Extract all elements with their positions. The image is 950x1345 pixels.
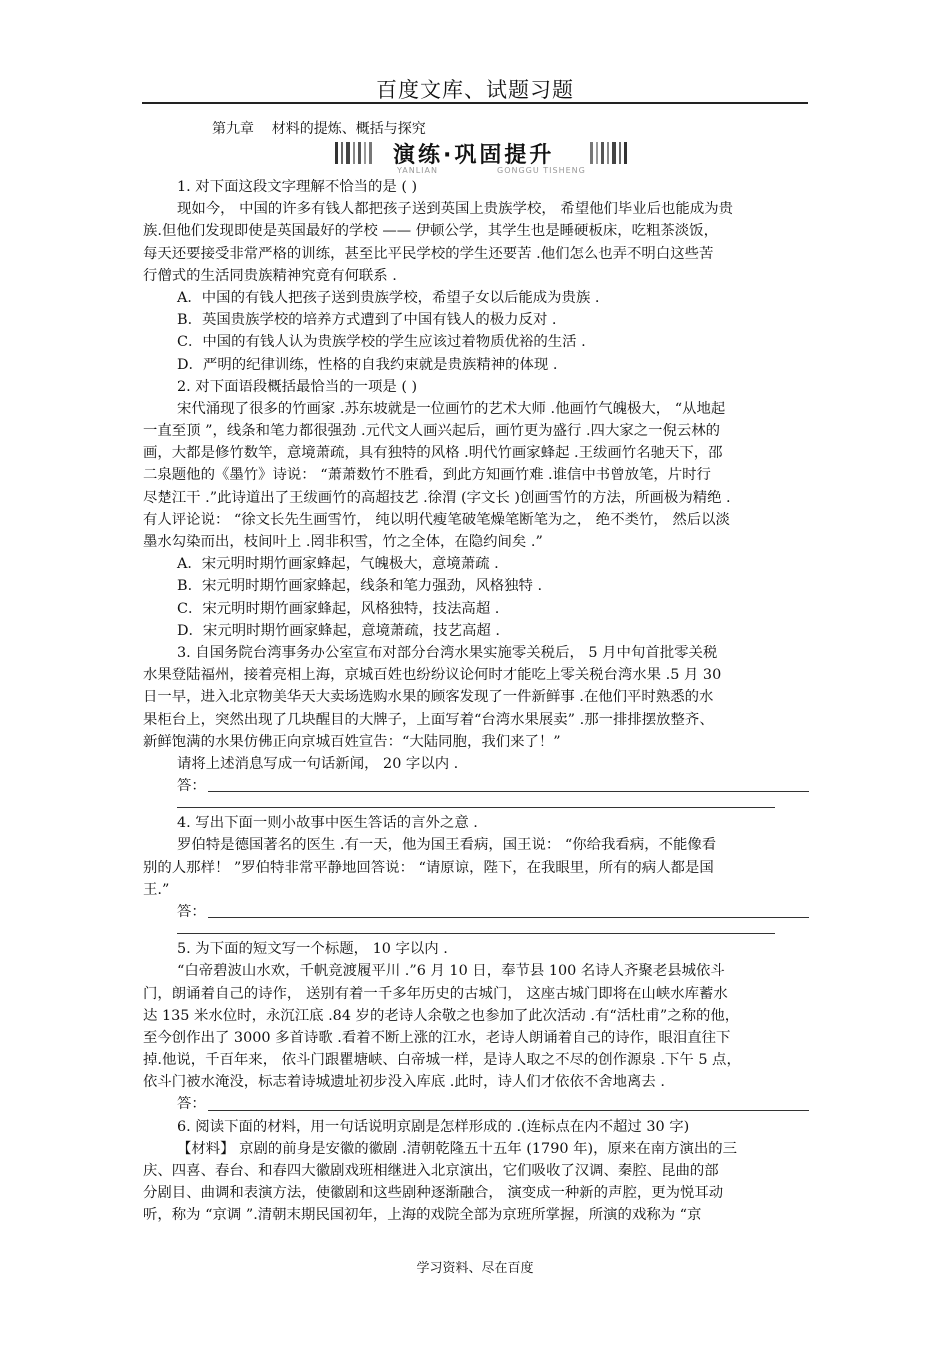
q3-passage-line: 水果登陆福州，接着亮相上海，京城百姓也纷纷议论何时才能吃上零关税台湾水果 .5 月 30 (143, 667, 722, 684)
q2-stem: 2. 对下面语段概括最恰当的一项是 ( ) (177, 378, 418, 395)
page-footer: 学习资料、尽在百度 (416, 1261, 534, 1276)
answer-label: 答： (177, 903, 206, 920)
q1-passage-line: 现如今， 中国的许多有钱人都把孩子送到英国上贵族学校， 希望他们毕业后也能成为贵 (177, 201, 733, 218)
q2-option-d: D．宋元明时期竹画家蜂起，意境萧疏，技艺高超 . (177, 622, 500, 639)
q2-option-b: B．宋元明时期竹画家蜂起，线条和笔力强劲，风格独特 . (177, 578, 543, 595)
q3-passage-line: 3. 自国务院台湾事务办公室宣布对部分台湾水果实施零关税后， 5 月中旬首批零关税 (177, 644, 718, 661)
q6-stem: 6. 阅读下面的材料，用一句话说明京剧是怎样形成的 .(连标点在内不超过 30 字) (177, 1118, 690, 1135)
page-title: 百度文库、试题习题 (376, 78, 574, 102)
q1-stem: 1. 对下面这段文字理解不恰当的是 ( ) (177, 179, 418, 195)
answer-label: 答： (177, 778, 206, 795)
q5-passage-line: “白帝碧波山水欢，千帆竞渡履平川 .”6 月 10 日，奉节县 100 名诗人齐聚老县城依斗 (177, 963, 725, 980)
q6-material-line: 分剧目、曲调和表演方法，使徽剧和这些剧种逐渐融合， 演变成一种新的声腔，更为悦耳动 (143, 1185, 724, 1202)
q2-passage-line: 二泉题他的《墨竹》诗说： “萧萧数竹不胜看，到此方知画竹难 .谁信中书曾放笔，片时行 (143, 467, 711, 484)
q4-passage-line: 别的人那样！ ”罗伯特非常平静地回答说： “请原谅，陛下，在我眼里，所有的病人都是国 (143, 859, 714, 876)
banner-sub-right: GONGGU TISHENG (497, 166, 586, 175)
q6-material-line: 【材料】 京剧的前身是安徽的徽剧 .清朝乾隆五十五年 (1790 年)，原来在南方演出的三 (177, 1140, 738, 1157)
q3-answer-line-2[interactable] (177, 807, 775, 808)
q5-passage-line: 至今创作出了 3000 多首诗歌 .看着不断上涨的江水，老诗人朗诵着自己的诗作，眼泪直往下 (143, 1029, 731, 1046)
document-body (143, 176, 809, 1227)
q4-passage-line: 王.” (143, 881, 170, 898)
banner-sub-left: YANLIAN (397, 166, 438, 175)
q4-answer-line-2[interactable] (177, 933, 775, 934)
title-divider (142, 102, 808, 104)
q6-material-line: 庆、四喜、春台、和春四大徽剧戏班相继进入北京演出，它们吸收了汉调、秦腔、昆曲的部 (143, 1163, 719, 1180)
banner-right-bars (590, 142, 627, 164)
q2-passage-line: 一直至顶 ”，线条和笔力都很强劲 .元代文人画兴起后，画竹更为盛行 .四大家之一倪云林的 (143, 423, 721, 440)
q5-passage-line: 门，朗诵着自己的诗作， 送别有着一千多年历史的古城门， 这座古城门即将在山峡水库蓄水 (143, 985, 728, 1002)
q2-option-c: C．宋元明时期竹画家蜂起，风格独特，技法高超 . (177, 600, 500, 617)
q1-option-a: A．中国的有钱人把孩子送到贵族学校，希望子女以后能成为贵族 . (177, 289, 600, 306)
q5-passage-line: 达 135 米水位时，永沉江底 .84 岁的老诗人余敬之也参加了此次活动 .有“活杜甫”之称的他， (143, 1007, 740, 1024)
q3-passage-line: 果柜台上，突然出现了几块醒目的大牌子，上面写着“台湾水果展卖” .那一排排摆放整齐、 (143, 711, 714, 728)
q2-passage-line: 宋代涌现了很多的竹画家 .苏东坡就是一位画竹的艺术大师 .他画竹气魄极大， “从地起 (177, 400, 726, 417)
q2-passage-line: 画，大都是修竹数竿，意境萧疏，具有独特的风格 .明代竹画家蜂起 .王绂画竹名驰天下，邵 (143, 445, 723, 462)
q1-option-d: D．严明的纪律训练，性格的自我约束就是贵族精神的体现 . (177, 356, 558, 373)
answer-label: 答： (177, 1096, 206, 1113)
q1-option-b: B．英国贵族学校的培养方式遭到了中国有钱人的极力反对 . (177, 312, 557, 329)
q5-stem: 5. 为下面的短文写一个标题， 10 字以内 . (177, 941, 448, 958)
q4-passage-line: 罗伯特是德国著名的医生 .有一天，他为国王看病，国王说： “你给我看病，不能像看 (177, 837, 717, 854)
q1-passage-line: 每天还要接受非常严格的训练，甚至比平民学校的学生还要苦 .他们怎么也弄不明白这些苦 (143, 245, 714, 262)
q3-passage-line: 新鲜饱满的水果仿佛正向京城百姓宣告：“大陆同胞，我们来了！” (143, 733, 561, 750)
q1-passage-line: 行僧式的生活同贵族精神究竟有何联系 . (143, 267, 397, 284)
q5-answer-line[interactable] (143, 1094, 809, 1116)
q2-passage-line: 墨水勾染而出，枝间叶上 .罔非积雪，竹之全体，在隐约间矣 .” (143, 534, 543, 550)
banner-left-bars (335, 142, 372, 164)
q4-answer-line[interactable] (143, 901, 809, 923)
q5-passage-line: 掉.他说，千百年来， 依斗门跟瞿塘峡、白帝城一样，是诗人取之不尽的创作源泉 .下午 5 点， (143, 1052, 741, 1069)
q4-stem: 4. 写出下面一则小故事中医生答话的言外之意 . (177, 815, 478, 832)
q6-material-line: 听，称为 “京调 ”.清朝末期民国初年，上海的戏院全部为京班所掌握，所演的戏称为 “京 (143, 1207, 702, 1224)
q2-passage-line: 有人评论说： “徐文长先生画雪竹， 纯以明代瘦笔破笔燥笔断笔为之， 绝不类竹， 然后以淡 (143, 511, 730, 528)
q3-answer-line[interactable] (143, 775, 809, 797)
q3-instruction: 请将上述消息写成一句话新闻， 20 字以内 . (177, 755, 459, 772)
banner-title: 演练·巩固提升 (393, 143, 555, 168)
q2-option-a: A．宋元明时期竹画家蜂起，气魄极大，意境萧疏 . (177, 556, 499, 573)
q1-option-c: C．中国的有钱人认为贵族学校的学生应该过着物质优裕的生活 . (177, 334, 586, 351)
q5-passage-line: 依斗门被水淹没，标志着诗城遗址初步没入库底 .此时，诗人们才依依不舍地离去 . (143, 1074, 665, 1091)
q1-passage-line: 族.但他们发现即使是英国最好的学校 —— 伊顿公学，其学生也是睡硬板床，吃粗茶淡饭， (143, 223, 718, 240)
chapter-heading: 第九章 材料的提炼、概括与探究 (212, 121, 426, 137)
q2-passage-line: 尽楚江干 .”此诗道出了王绂画竹的高超技艺 .徐渭 (字文长 )创画雪竹的方法，所画极为精绝 . (143, 489, 731, 506)
section-banner (335, 138, 635, 174)
q3-passage-line: 日一早，进入北京物美华天大卖场选购水果的顾客发现了一件新鲜事 .在他们平时熟悉的水 (143, 689, 714, 706)
